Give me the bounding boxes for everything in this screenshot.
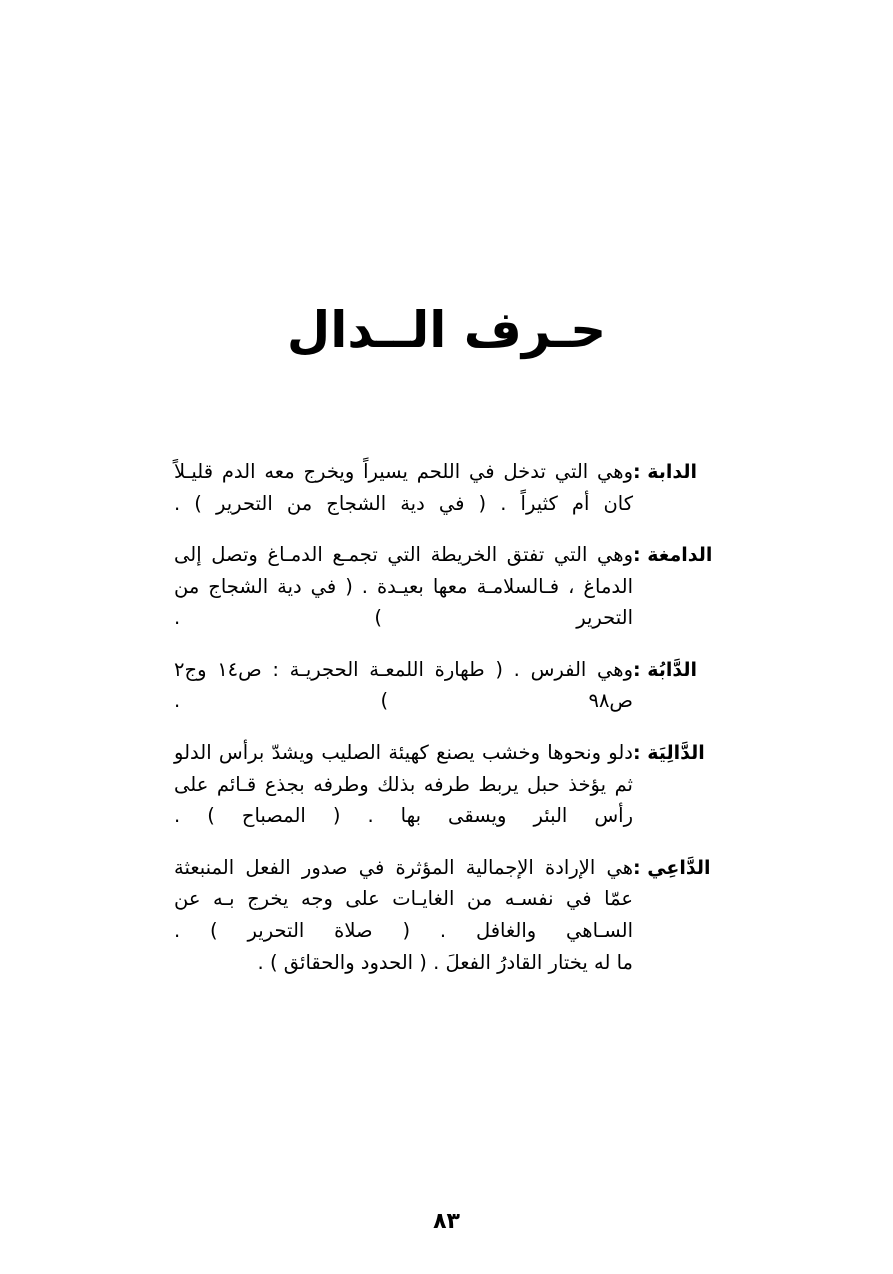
chapter-title: حـرف الــدال xyxy=(286,301,607,359)
entry-term: الدَّاعِي : xyxy=(633,856,711,879)
entry-definition xyxy=(148,456,633,519)
entry-list xyxy=(0,456,893,978)
entry-definition xyxy=(148,737,633,832)
entry-definition xyxy=(148,539,633,634)
entry-term: الدامغة : xyxy=(633,544,713,567)
list-item xyxy=(148,852,743,978)
page-number: ٨٣ xyxy=(433,1209,460,1234)
entry-term: الدَّالِيَة : xyxy=(633,742,705,765)
entry-definition xyxy=(148,852,633,978)
list-item xyxy=(148,737,743,832)
entry-definition-text: هي الإرادة الإجمالية المؤثرة في صدور الفعل المنبعثة عمّا في نفسـه من الغايـات على وجه يخرج بـه عن السـاهي والغافل . ( صلاة التحرير ) . xyxy=(174,855,633,942)
list-item xyxy=(148,654,743,717)
entry-definition-text: دلو ونحوها وخشب يصنع كهيئة الصليب ويشدّ برأس الدلو ثم يؤخذ حبل يربط طرفه بذلك وطرفه بجذع قـائم على رأس البئر ويسقى بها . ( المصباح ) . xyxy=(174,741,633,828)
list-item xyxy=(148,539,743,634)
entry-definition-text: وهي التي تفتق الخريطة التي تجمـع الدمـاغ وتصل إلى الدماغ ، فـالسلامـة معها بعيـدة . ( في دية الشجاج من التحرير ) . xyxy=(174,543,633,630)
list-item xyxy=(148,456,743,519)
entry-definition-text: وهي التي تدخل في اللحم يسيراً ويخرج معه الدم قليـلاً كان أم كثيراً . ( في دية الشجاج من التحرير ) . xyxy=(174,460,633,515)
entry-definition-text: وهي الفرس . ( طهارة اللمعـة الحجريـة : ص١٤ وج٢ ص٩٨ ) . xyxy=(174,657,633,713)
entry-term: الدابة : xyxy=(633,461,698,483)
entry-term: الدَّابُة : xyxy=(633,658,698,681)
entry-definition-extra: ما له يختار القادرُ الفعلَ . ( الحدود والحقائق ) . xyxy=(257,950,633,974)
entry-definition xyxy=(148,654,633,717)
